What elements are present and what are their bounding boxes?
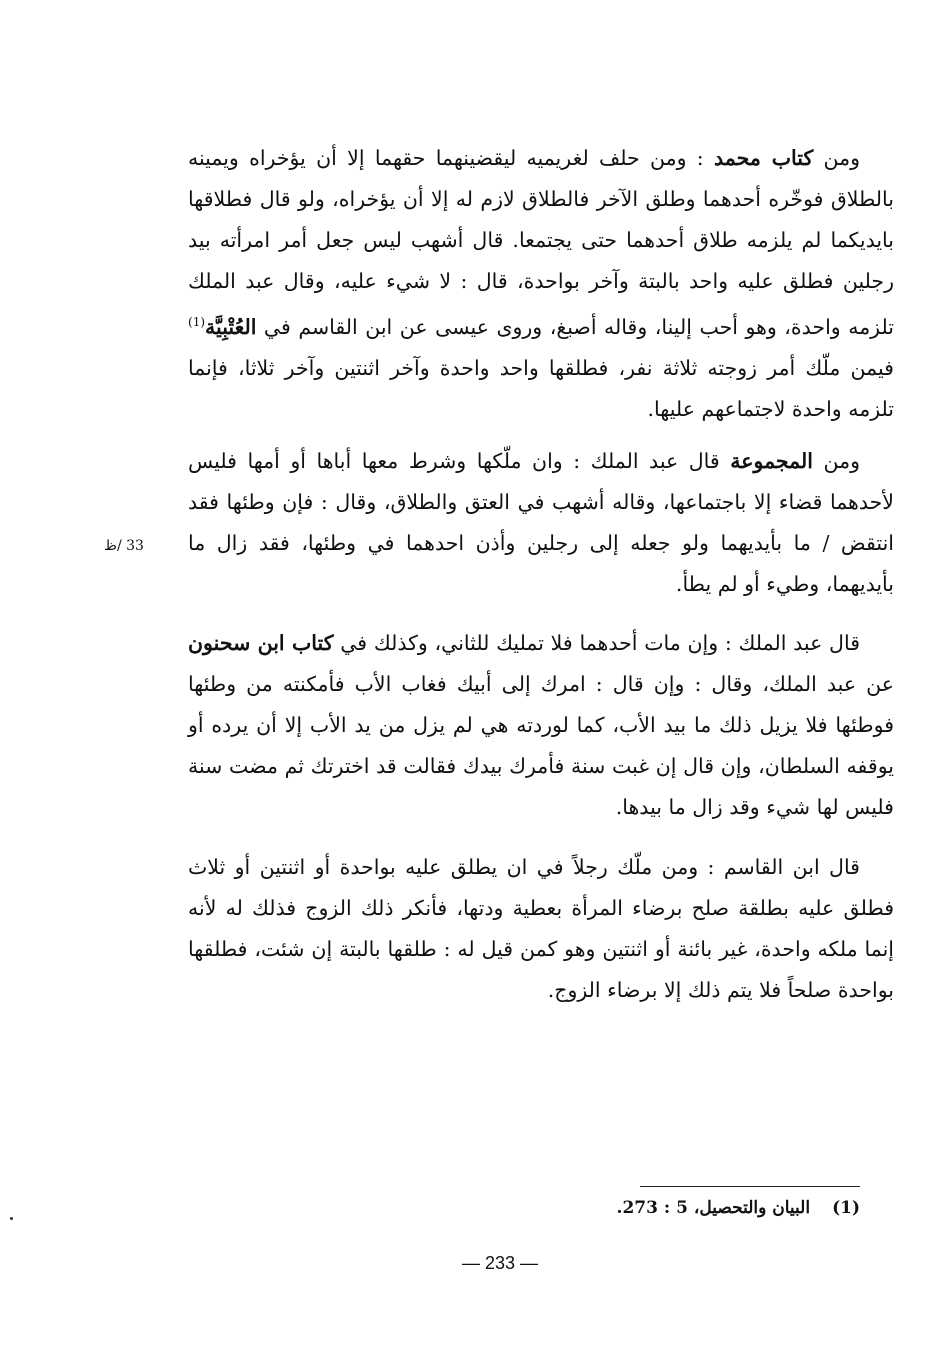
bold-term: العُتْبِيَّة [205,314,257,339]
footnote-divider [640,1186,860,1187]
text-run: قال عبد الملك : وإن مات أحدهما فلا تمليك للثاني، وكذلك في [333,631,860,655]
bold-term: المجموعة [730,449,813,473]
text-run: فيمن ملّك أمر زوجته ثلاثة نفر، فطلقها واحد واحدة وآخر اثنتين وآخر ثلاثا، فإنما تلزمه واحدة لاجتماعهم عليها. [188,355,894,421]
paragraph-text [188,623,894,828]
footnote [560,1196,860,1220]
text-run: قال عبد الملك : وان ملّكها وشرط معها أباها أو أمها فليس لأحدهما قضاء إلا باجتماعها، وقاله أشهب في العتق والطلاق، وقال : فإن وطئها فقد انتقض / ما بأيديهما ولو جعله إلى رجلين وأذن احدهما في وطئها، فقد زال ما بأيديهما، وطيء أو لم يطأ. [188,449,894,596]
bold-term: كتاب محمد [713,146,814,170]
paragraph-text [188,138,894,430]
footnote-number: (1) [832,1198,860,1218]
text-run: ومن [813,146,860,170]
scan-speck [10,1217,13,1220]
paragraph-text [188,847,894,1011]
text-run: ومن [812,449,860,473]
page-number: — 233 — [461,1253,539,1273]
text-run: عن عبد الملك، وقال : وإن قال : امرك إلى أبيك فغاب الأب فأمكنته من وطئها فوطئها فلا يزيل ذلك ما بيد الأب، كما لوردته هي لم يزل من يد الأب إلا أن يرده أو يوقفه السلطان، وإن قال إن غبت سنة فأمرك بيدك فقالت قد اخترتك ثم مضت سنة فليس لها شيء وقد زال ما بيدها. [188,672,894,819]
paragraph-text [188,441,894,605]
margin-folio-note: 33 /ظ [104,538,144,554]
text-run: : ومن حلف لغريميه ليقضينهما حقهما إلا أن يؤخراه ويمينه بالطلاق فوخّره أحدهما وطلق الآخر فالطلاق لازم له إلا أن يؤخراه، ولو قال فطلاقها بايديكما لم يلزمه طلاق أحدهما حتى يجتمعا. قال أشهب ليس جعل أمر امرأته بيد رجلين فطلق عليه واحد بالبتة وآخر بواحدة، قال : لا شيء عليه، وقال عبد الملك تلزمه واحدة، وهو أحب إلينا، وقاله أصبغ، وروى عيسى عن ابن القاسم في [188,146,894,339]
footnote-reference: (1) [188,315,206,329]
paragraph-2 [188,441,894,605]
paragraph-1 [188,138,894,430]
footnote-text: البيان والتحصيل، 5 : 273. [616,1198,811,1218]
paragraph-3 [188,623,894,828]
text-run: قال ابن القاسم : ومن ملّك رجلاً في ان يطلق عليه بواحدة أو اثنتين أو ثلاث فطلق عليه بطلقة صلح برضاء المرأة بعطية ودتها، فأنكر ذلك الزوج فذلك له لأنه إنما ملكه واحدة، غير بائنة أو اثنتين وهو كمن قيل له : طلقها بالبتة إن شئت، فطلقها بواحدة صلحاً فلا يتم ذلك إلا برضاء الزوج. [188,855,894,1002]
paragraph-4 [188,847,894,1011]
bold-term: كتاب ابن سحنون [188,631,334,655]
